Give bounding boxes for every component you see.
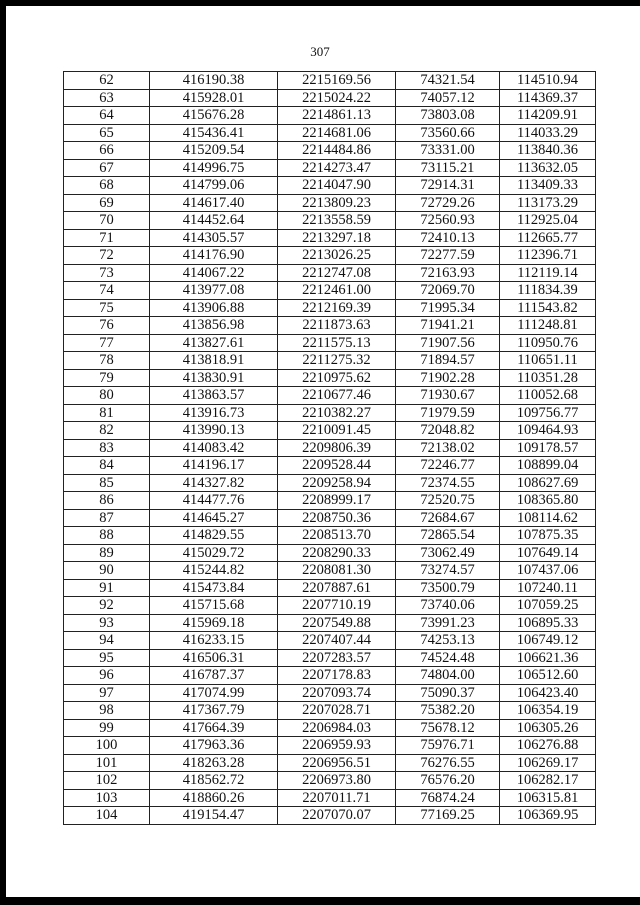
- point-number-cell: 84: [64, 457, 150, 475]
- value-cell: 74321.54: [396, 72, 500, 90]
- value-cell: 106512.60: [500, 667, 596, 685]
- value-cell: 106315.81: [500, 790, 596, 808]
- value-cell: 2207028.71: [278, 702, 396, 720]
- table-row: [64, 282, 596, 300]
- point-number-cell: 98: [64, 702, 150, 720]
- value-cell: 73331.00: [396, 142, 500, 160]
- value-cell: 2209258.94: [278, 475, 396, 493]
- table-row: [64, 317, 596, 335]
- value-cell: 2214047.90: [278, 177, 396, 195]
- point-number-cell: 72: [64, 247, 150, 265]
- value-cell: 106423.40: [500, 685, 596, 703]
- value-cell: 111834.39: [500, 282, 596, 300]
- table-row: [64, 632, 596, 650]
- value-cell: 114209.91: [500, 107, 596, 125]
- value-cell: 71941.21: [396, 317, 500, 335]
- value-cell: 415209.54: [150, 142, 278, 160]
- value-cell: 71894.57: [396, 352, 500, 370]
- scan-edge-top: [0, 0, 640, 6]
- value-cell: 2214861.13: [278, 107, 396, 125]
- point-number-cell: 64: [64, 107, 150, 125]
- value-cell: 2208513.70: [278, 527, 396, 545]
- value-cell: 415436.41: [150, 125, 278, 143]
- point-number-cell: 91: [64, 580, 150, 598]
- value-cell: 2209806.39: [278, 440, 396, 458]
- point-number-cell: 65: [64, 125, 150, 143]
- value-cell: 76874.24: [396, 790, 500, 808]
- value-cell: 415969.18: [150, 615, 278, 633]
- point-number-cell: 71: [64, 230, 150, 248]
- point-number-cell: 85: [64, 475, 150, 493]
- value-cell: 107240.11: [500, 580, 596, 598]
- scan-edge-left: [0, 0, 6, 905]
- value-cell: 109464.93: [500, 422, 596, 440]
- value-cell: 71930.67: [396, 387, 500, 405]
- value-cell: 113409.33: [500, 177, 596, 195]
- value-cell: 417367.79: [150, 702, 278, 720]
- value-cell: 114510.94: [500, 72, 596, 90]
- value-cell: 416787.37: [150, 667, 278, 685]
- table-row: [64, 545, 596, 563]
- value-cell: 413830.91: [150, 370, 278, 388]
- table-row: [64, 177, 596, 195]
- value-cell: 71979.59: [396, 405, 500, 423]
- point-number-cell: 83: [64, 440, 150, 458]
- point-number-cell: 86: [64, 492, 150, 510]
- value-cell: 75090.37: [396, 685, 500, 703]
- value-cell: 110351.28: [500, 370, 596, 388]
- point-number-cell: 78: [64, 352, 150, 370]
- value-cell: 112396.71: [500, 247, 596, 265]
- point-number-cell: 62: [64, 72, 150, 90]
- value-cell: 2206959.93: [278, 737, 396, 755]
- point-number-cell: 90: [64, 562, 150, 580]
- value-cell: 111543.82: [500, 300, 596, 318]
- value-cell: 72684.67: [396, 510, 500, 528]
- point-number-cell: 73: [64, 265, 150, 283]
- value-cell: 111248.81: [500, 317, 596, 335]
- point-number-cell: 89: [64, 545, 150, 563]
- value-cell: 2215024.22: [278, 90, 396, 108]
- value-cell: 2210382.27: [278, 405, 396, 423]
- table-row: [64, 107, 596, 125]
- value-cell: 2213297.18: [278, 230, 396, 248]
- value-cell: 74253.13: [396, 632, 500, 650]
- value-cell: 106895.33: [500, 615, 596, 633]
- value-cell: 413863.57: [150, 387, 278, 405]
- value-cell: 418860.26: [150, 790, 278, 808]
- value-cell: 106749.12: [500, 632, 596, 650]
- point-number-cell: 87: [64, 510, 150, 528]
- value-cell: 415715.68: [150, 597, 278, 615]
- value-cell: 73500.79: [396, 580, 500, 598]
- value-cell: 74524.48: [396, 650, 500, 668]
- value-cell: 112925.04: [500, 212, 596, 230]
- table-row: [64, 212, 596, 230]
- value-cell: 418263.28: [150, 755, 278, 773]
- value-cell: 417963.36: [150, 737, 278, 755]
- point-number-cell: 76: [64, 317, 150, 335]
- value-cell: 72048.82: [396, 422, 500, 440]
- value-cell: 2207407.44: [278, 632, 396, 650]
- point-number-cell: 93: [64, 615, 150, 633]
- value-cell: 2210677.46: [278, 387, 396, 405]
- point-number-cell: 81: [64, 405, 150, 423]
- point-number-cell: 70: [64, 212, 150, 230]
- value-cell: 2207070.07: [278, 807, 396, 825]
- point-number-cell: 92: [64, 597, 150, 615]
- value-cell: 113632.05: [500, 160, 596, 178]
- table-row: [64, 737, 596, 755]
- value-cell: 75678.12: [396, 720, 500, 738]
- value-cell: 2213809.23: [278, 195, 396, 213]
- value-cell: 113173.29: [500, 195, 596, 213]
- table-row: [64, 125, 596, 143]
- table-row: [64, 475, 596, 493]
- table-row: [64, 807, 596, 825]
- value-cell: 112119.14: [500, 265, 596, 283]
- value-cell: 107059.25: [500, 597, 596, 615]
- value-cell: 72069.70: [396, 282, 500, 300]
- table-row: [64, 457, 596, 475]
- table-row: [64, 160, 596, 178]
- value-cell: 414996.75: [150, 160, 278, 178]
- point-number-cell: 69: [64, 195, 150, 213]
- table-row: [64, 492, 596, 510]
- value-cell: 110052.68: [500, 387, 596, 405]
- value-cell: 2212747.08: [278, 265, 396, 283]
- value-cell: 2207710.19: [278, 597, 396, 615]
- table-row: [64, 72, 596, 90]
- value-cell: 2208999.17: [278, 492, 396, 510]
- value-cell: 414196.17: [150, 457, 278, 475]
- value-cell: 416190.38: [150, 72, 278, 90]
- value-cell: 2207178.83: [278, 667, 396, 685]
- value-cell: 72865.54: [396, 527, 500, 545]
- table-row: [64, 90, 596, 108]
- value-cell: 106282.17: [500, 772, 596, 790]
- value-cell: 71995.34: [396, 300, 500, 318]
- value-cell: 2212169.39: [278, 300, 396, 318]
- value-cell: 416233.15: [150, 632, 278, 650]
- value-cell: 415244.82: [150, 562, 278, 580]
- table-row: [64, 300, 596, 318]
- point-number-cell: 66: [64, 142, 150, 160]
- point-number-cell: 97: [64, 685, 150, 703]
- value-cell: 77169.25: [396, 807, 500, 825]
- value-cell: 73803.08: [396, 107, 500, 125]
- value-cell: 2214273.47: [278, 160, 396, 178]
- value-cell: 415029.72: [150, 545, 278, 563]
- value-cell: 2210091.45: [278, 422, 396, 440]
- value-cell: 414452.64: [150, 212, 278, 230]
- coordinate-table: [63, 71, 596, 825]
- table-row: [64, 422, 596, 440]
- table-row: [64, 230, 596, 248]
- value-cell: 2208290.33: [278, 545, 396, 563]
- table-row: [64, 667, 596, 685]
- value-cell: 106276.88: [500, 737, 596, 755]
- value-cell: 2207011.71: [278, 790, 396, 808]
- value-cell: 107875.35: [500, 527, 596, 545]
- value-cell: 2215169.56: [278, 72, 396, 90]
- table-row: [64, 405, 596, 423]
- value-cell: 2207549.88: [278, 615, 396, 633]
- value-cell: 72520.75: [396, 492, 500, 510]
- value-cell: 108114.62: [500, 510, 596, 528]
- point-number-cell: 102: [64, 772, 150, 790]
- table-row: [64, 562, 596, 580]
- value-cell: 73740.06: [396, 597, 500, 615]
- table-row: [64, 142, 596, 160]
- value-cell: 416506.31: [150, 650, 278, 668]
- value-cell: 71907.56: [396, 335, 500, 353]
- point-number-cell: 80: [64, 387, 150, 405]
- value-cell: 72374.55: [396, 475, 500, 493]
- value-cell: 2207887.61: [278, 580, 396, 598]
- table-row: [64, 195, 596, 213]
- page-number: 307: [310, 44, 330, 59]
- value-cell: 72729.26: [396, 195, 500, 213]
- value-cell: 108365.80: [500, 492, 596, 510]
- point-number-cell: 95: [64, 650, 150, 668]
- value-cell: 2206973.80: [278, 772, 396, 790]
- value-cell: 417074.99: [150, 685, 278, 703]
- table-row: [64, 265, 596, 283]
- table-row: [64, 597, 596, 615]
- table-row: [64, 510, 596, 528]
- value-cell: 106354.19: [500, 702, 596, 720]
- value-cell: 2214484.86: [278, 142, 396, 160]
- value-cell: 73991.23: [396, 615, 500, 633]
- value-cell: 414645.27: [150, 510, 278, 528]
- value-cell: 414083.42: [150, 440, 278, 458]
- value-cell: 413856.98: [150, 317, 278, 335]
- point-number-cell: 74: [64, 282, 150, 300]
- value-cell: 76276.55: [396, 755, 500, 773]
- value-cell: 2211275.32: [278, 352, 396, 370]
- value-cell: 2211873.63: [278, 317, 396, 335]
- value-cell: 2206984.03: [278, 720, 396, 738]
- table-row: [64, 755, 596, 773]
- value-cell: 414477.76: [150, 492, 278, 510]
- value-cell: 414799.06: [150, 177, 278, 195]
- point-number-cell: 104: [64, 807, 150, 825]
- table-row: [64, 685, 596, 703]
- value-cell: 72163.93: [396, 265, 500, 283]
- value-cell: 72138.02: [396, 440, 500, 458]
- value-cell: 2207283.57: [278, 650, 396, 668]
- value-cell: 413827.61: [150, 335, 278, 353]
- value-cell: 112665.77: [500, 230, 596, 248]
- point-number-cell: 68: [64, 177, 150, 195]
- point-number-cell: 88: [64, 527, 150, 545]
- value-cell: 2207093.74: [278, 685, 396, 703]
- table-row: [64, 352, 596, 370]
- scan-edge-bottom: [0, 897, 640, 905]
- value-cell: 71902.28: [396, 370, 500, 388]
- value-cell: 72277.59: [396, 247, 500, 265]
- table-row: [64, 615, 596, 633]
- point-number-cell: 79: [64, 370, 150, 388]
- table-row: [64, 335, 596, 353]
- value-cell: 75382.20: [396, 702, 500, 720]
- value-cell: 2206956.51: [278, 755, 396, 773]
- table-row: [64, 650, 596, 668]
- value-cell: 74057.12: [396, 90, 500, 108]
- value-cell: 109178.57: [500, 440, 596, 458]
- value-cell: 106621.36: [500, 650, 596, 668]
- value-cell: 72560.93: [396, 212, 500, 230]
- point-number-cell: 77: [64, 335, 150, 353]
- table-row: [64, 387, 596, 405]
- value-cell: 2210975.62: [278, 370, 396, 388]
- value-cell: 106305.26: [500, 720, 596, 738]
- point-number-cell: 75: [64, 300, 150, 318]
- value-cell: 2208750.36: [278, 510, 396, 528]
- value-cell: 2214681.06: [278, 125, 396, 143]
- value-cell: 413818.91: [150, 352, 278, 370]
- value-cell: 75976.71: [396, 737, 500, 755]
- value-cell: 107437.06: [500, 562, 596, 580]
- value-cell: 415473.84: [150, 580, 278, 598]
- value-cell: 106269.17: [500, 755, 596, 773]
- value-cell: 414176.90: [150, 247, 278, 265]
- table-row: [64, 772, 596, 790]
- value-cell: 419154.47: [150, 807, 278, 825]
- point-number-cell: 99: [64, 720, 150, 738]
- value-cell: 418562.72: [150, 772, 278, 790]
- value-cell: 2208081.30: [278, 562, 396, 580]
- value-cell: 413906.88: [150, 300, 278, 318]
- value-cell: 414305.57: [150, 230, 278, 248]
- value-cell: 73115.21: [396, 160, 500, 178]
- point-number-cell: 96: [64, 667, 150, 685]
- table-row: [64, 702, 596, 720]
- value-cell: 414067.22: [150, 265, 278, 283]
- value-cell: 110950.76: [500, 335, 596, 353]
- value-cell: 2209528.44: [278, 457, 396, 475]
- value-cell: 108899.04: [500, 457, 596, 475]
- point-number-cell: 63: [64, 90, 150, 108]
- value-cell: 72410.13: [396, 230, 500, 248]
- value-cell: 110651.11: [500, 352, 596, 370]
- value-cell: 2213558.59: [278, 212, 396, 230]
- point-number-cell: 94: [64, 632, 150, 650]
- point-number-cell: 100: [64, 737, 150, 755]
- value-cell: 114369.37: [500, 90, 596, 108]
- value-cell: 72246.77: [396, 457, 500, 475]
- value-cell: 113840.36: [500, 142, 596, 160]
- value-cell: 2213026.25: [278, 247, 396, 265]
- value-cell: 414327.82: [150, 475, 278, 493]
- value-cell: 415928.01: [150, 90, 278, 108]
- value-cell: 417664.39: [150, 720, 278, 738]
- value-cell: 414829.55: [150, 527, 278, 545]
- value-cell: 72914.31: [396, 177, 500, 195]
- value-cell: 73560.66: [396, 125, 500, 143]
- value-cell: 109756.77: [500, 405, 596, 423]
- value-cell: 2212461.00: [278, 282, 396, 300]
- value-cell: 108627.69: [500, 475, 596, 493]
- point-number-cell: 67: [64, 160, 150, 178]
- value-cell: 74804.00: [396, 667, 500, 685]
- table-row: [64, 527, 596, 545]
- value-cell: 415676.28: [150, 107, 278, 125]
- value-cell: 76576.20: [396, 772, 500, 790]
- value-cell: 114033.29: [500, 125, 596, 143]
- point-number-cell: 82: [64, 422, 150, 440]
- table-row: [64, 580, 596, 598]
- point-number-cell: 103: [64, 790, 150, 808]
- table-row: [64, 720, 596, 738]
- value-cell: 106369.95: [500, 807, 596, 825]
- value-cell: 413977.08: [150, 282, 278, 300]
- value-cell: 73062.49: [396, 545, 500, 563]
- table-row: [64, 247, 596, 265]
- value-cell: 107649.14: [500, 545, 596, 563]
- value-cell: 2211575.13: [278, 335, 396, 353]
- value-cell: 413916.73: [150, 405, 278, 423]
- table-row: [64, 440, 596, 458]
- table-row: [64, 370, 596, 388]
- value-cell: 413990.13: [150, 422, 278, 440]
- table-row: [64, 790, 596, 808]
- value-cell: 73274.57: [396, 562, 500, 580]
- value-cell: 414617.40: [150, 195, 278, 213]
- point-number-cell: 101: [64, 755, 150, 773]
